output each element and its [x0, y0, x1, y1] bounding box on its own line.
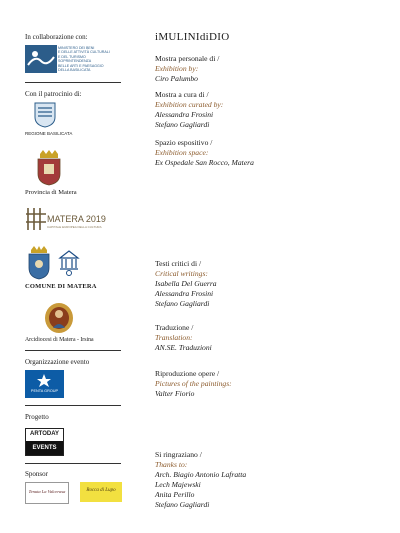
collab-heading: In collaborazione con:: [25, 33, 88, 41]
matera2019-logo: [25, 206, 120, 232]
credit-value: Stefano Gagliardi: [155, 299, 210, 308]
artoday-text: ARTODAY: [29, 431, 59, 437]
credit-value: Stefano Gagliardi: [155, 120, 210, 129]
divider: [25, 82, 121, 83]
label-en: Thanks to:: [155, 460, 188, 469]
regione-crest-icon: [34, 102, 56, 128]
credit-block-pictures: [155, 369, 232, 399]
label-it: Testi critici di /: [155, 259, 202, 268]
label-it: Mostra personale di /: [155, 54, 220, 63]
penta-star-icon: [37, 374, 51, 388]
credit-value: Alessandra Frosini: [155, 289, 214, 298]
credit-value: Lech Majewski: [155, 480, 201, 489]
artoday-events-text: EVENTS: [26, 441, 63, 455]
sponsor-rocca-text: Rocca di Lupo: [86, 488, 116, 493]
sponsor-valcerasa-logo: [25, 482, 69, 504]
credit-value: Alessandra Frosini: [155, 110, 214, 119]
project-heading: Progetto: [25, 413, 49, 421]
label-en: Pictures of the paintings:: [155, 379, 232, 388]
exhibition-title: iMULINIdiDIO: [155, 31, 230, 43]
credit-value: Stefano Gagliardi: [155, 500, 210, 509]
credit-block-curated: [155, 90, 223, 130]
label-it: Mostra a cura di /: [155, 90, 209, 99]
arcidiocesi-icon: [44, 302, 74, 334]
mibact-text: MINISTERO DEI BENI E DELLE ATTIVITÀ CULTURALI E DEL TURISMO SOPRINTENDENZA BELLE ARTI E PAESAGGIO DELLA BASILICATA: [58, 46, 110, 73]
label-en: Translation:: [155, 333, 193, 342]
credit-value: AN.SE. Traduzioni: [155, 343, 212, 352]
sponsor-rocca-logo: [80, 482, 122, 502]
penta-group-logo: [25, 370, 64, 398]
credit-value: Isabella Del Guerra: [155, 279, 217, 288]
credit-block-writings: [155, 259, 217, 309]
label-en: Critical writings:: [155, 269, 208, 278]
label-en: Exhibition curated by:: [155, 100, 224, 109]
credit-value: Anita Perillo: [155, 490, 195, 499]
divider: [25, 463, 121, 464]
provincia-crest-icon: [34, 150, 64, 186]
label-it: Spazio espositivo /: [155, 138, 213, 147]
credit-block-thanks: [155, 450, 246, 510]
credit-block-translation: [155, 323, 212, 353]
credit-block-space: [155, 138, 254, 168]
comune-label: COMUNE DI MATERA: [25, 283, 97, 290]
patronage-heading: Con il patrocinio di:: [25, 90, 82, 98]
matera2019-title: MATERA 2019: [47, 214, 106, 224]
label-it: Si ringraziano /: [155, 450, 202, 459]
unesco-icon: [58, 248, 80, 276]
provincia-label: Provincia di Matera: [25, 189, 77, 196]
label-en: Exhibition space:: [155, 148, 209, 157]
sponsor-heading: Sponsor: [25, 470, 48, 478]
credit-value: Ex Ospedale San Rocco, Matera: [155, 158, 254, 167]
divider: [25, 405, 121, 406]
matera2019-subtitle: CAPITALE EUROPEA DELLA CULTURA: [47, 225, 102, 229]
label-it: Riproduzione opere /: [155, 369, 220, 378]
matera2019-mark-icon: [25, 206, 47, 232]
sponsor-valcerasa-text: Tenuta La Valcerasa: [28, 489, 66, 494]
credit-value: Valter Fiorio: [155, 389, 195, 398]
mibact-emblem-icon: [25, 45, 57, 73]
credit-value: Arch. Biagio Antonio Lafratta: [155, 470, 247, 479]
credit-block-exhibition: [155, 54, 219, 84]
penta-label: PENTA GROUP: [30, 389, 59, 393]
organization-heading: Organizzazione evento: [25, 358, 90, 366]
comune-crest-icon: [26, 246, 52, 280]
divider: [25, 350, 121, 351]
label-it: Traduzione /: [155, 323, 194, 332]
arcidiocesi-label: Arcidiocesi di Matera - Irsina: [25, 337, 94, 343]
artoday-logo: [25, 428, 64, 456]
regione-label: REGIONE BASILICATA: [25, 131, 73, 136]
label-en: Exhibition by:: [155, 64, 199, 73]
mibact-logo: [25, 45, 120, 77]
credit-value: Ciro Palumbo: [155, 74, 198, 83]
